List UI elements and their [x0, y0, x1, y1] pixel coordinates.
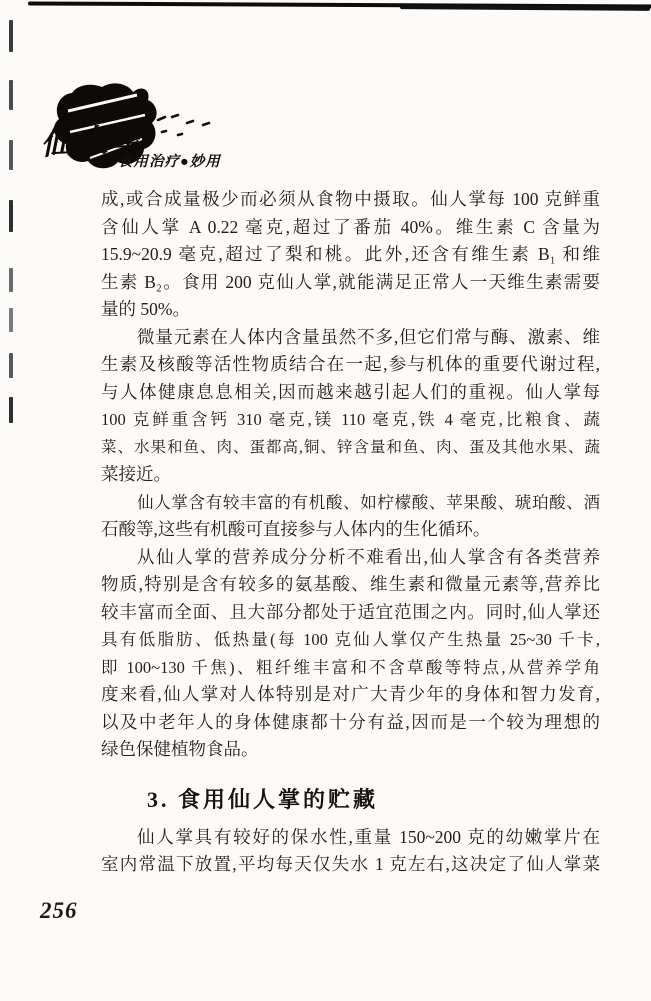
text-line: 以及中老年人的身体健康都十分有益,因而是一个较为理想的: [101, 711, 600, 732]
text-line: 室内常温下放置,平均每天仅失水 1 克左右,这决定了仙人掌菜: [101, 854, 600, 874]
binding-mark: [9, 353, 13, 378]
text-line: 100 克鲜重含钙 310 毫克,镁 110 毫克,铁 4 毫克,比粮食、蔬: [101, 410, 600, 429]
text-line: 仙人掌含有较丰富的有机酸、如柠檬酸、苹果酸、琥珀酸、酒: [137, 492, 600, 512]
text-line: 度来看,仙人掌对人体特别是对广大青少年的身体和智力发育,: [101, 684, 600, 704]
text-line: 含仙人掌 A 0.22 毫克,超过了番茄 40%。维生素 C 含量为: [101, 216, 600, 237]
book-logo: [40, 80, 255, 178]
text-line: 具有低脂肪、低热量(每 100 克仙人掌仅产生热量 25~30 千卡,: [101, 630, 600, 649]
binding-mark: [9, 200, 13, 232]
binding-mark: [9, 308, 13, 332]
text-line: 较丰富而全面、且大部分都处于适宜范围之内。同时,仙人掌还: [101, 601, 600, 622]
text-line: 与人体健康息息相关,因而越来越引起人们的重视。仙人掌每: [101, 381, 600, 402]
text-line: 15.9~20.9 毫克,超过了梨和桃。此外,还含有维生素 B₁ 和维: [101, 244, 600, 264]
scan-top-edge-line-thick: [400, 5, 650, 11]
text-line: 仙人掌具有较好的保水性,重量 150~200 克的幼嫩掌片在: [137, 826, 600, 847]
text-line: 即 100~130 千焦)、粗纤维丰富和不含草酸等特点,从营养学角: [101, 657, 600, 677]
binding-mark: [9, 140, 13, 170]
logo-subtitle: 食用治疗●妙用: [118, 154, 221, 170]
binding-mark: [9, 397, 13, 423]
text-line: 菜接近。: [101, 464, 171, 484]
section-heading: 3. 食用仙人掌的贮藏: [147, 786, 379, 812]
binding-mark: [9, 80, 13, 110]
text-line: 石酸等,这些有机酸可直接参与人体内的生化循环。: [101, 519, 491, 539]
text-line: 生素 B₂。食用 200 克仙人掌,就能满足正常人一天维生素需要: [101, 271, 600, 292]
text-line: 从仙人掌的营养成分分析不难看出,仙人掌含有各类营养: [137, 546, 600, 567]
text-line: 微量元素在人体内含量虽然不多,但它们常与酶、激素、维: [137, 326, 600, 347]
binding-mark: [9, 20, 13, 52]
text-line: 菜、水果和鱼、肉、蛋都高,铜、锌含量和鱼、肉、蛋及其他水果、蔬: [101, 438, 600, 456]
page-body-text: [101, 186, 600, 879]
logo-title: 仙人掌: [40, 120, 147, 162]
text-line: 生素及核酸等活性物质结合在一起,参与机体的重要代谢过程,: [101, 354, 600, 374]
page-number: 256: [40, 898, 78, 923]
text-line: 量的 50%。: [101, 299, 190, 319]
text-line: 成,或合成量极少而必须从食物中摄取。仙人掌每 100 克鲜重: [101, 189, 600, 209]
binding-mark: [9, 268, 13, 292]
text-line: 绿色保健植物食品。: [101, 739, 259, 759]
text-line: 物质,特别是含有较多的氨基酸、维生素和微量元素等,营养比: [101, 574, 600, 594]
logo-brush-ticks: [158, 115, 209, 135]
